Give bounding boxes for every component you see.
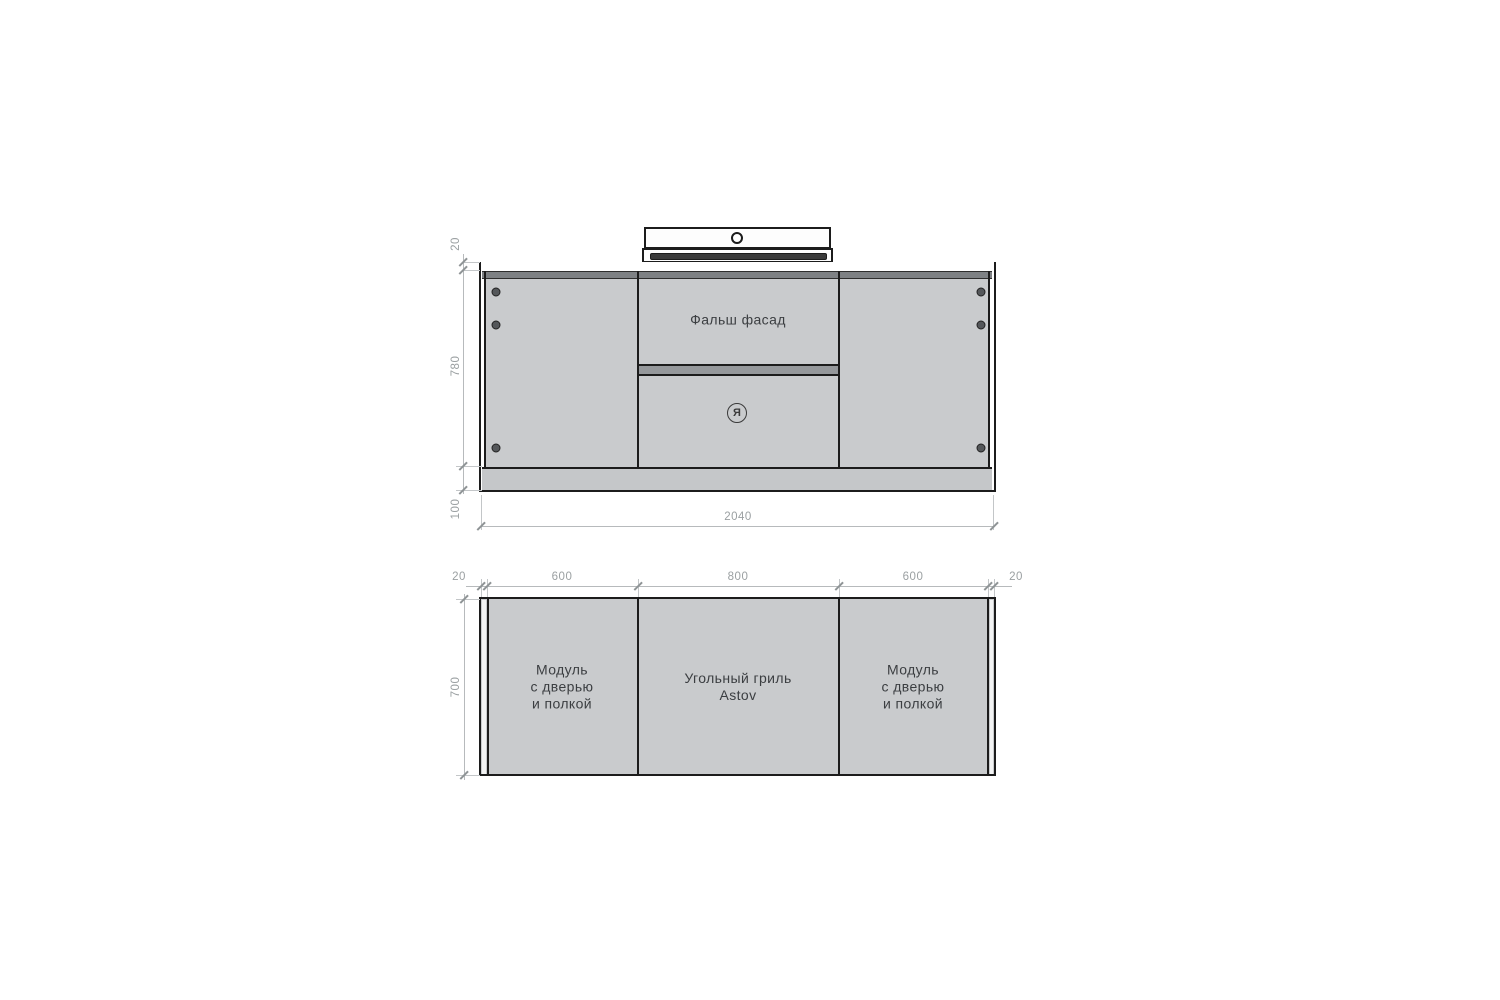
brand-logo (727, 403, 747, 423)
label-line: и полкой (882, 695, 944, 712)
dim-label-side-right: 20 (1009, 571, 1023, 583)
module-divider-left-front (637, 271, 640, 467)
dim-label-countertop: 20 (450, 237, 462, 251)
dim-label-depth: 700 (450, 676, 462, 698)
label-line: Astov (719, 687, 757, 703)
false-facade-label: Фальш фасад (690, 311, 786, 328)
module-divider-right-front (838, 271, 841, 467)
label-line: Угольный гриль (684, 670, 792, 686)
dim-extension (839, 579, 840, 597)
dim-line-front-bottom (481, 526, 994, 527)
label-line: с дверью (881, 678, 945, 695)
dim-label-right-module: 600 (902, 571, 924, 583)
plan-side-gap-right (990, 600, 994, 774)
dim-extension (487, 579, 488, 597)
right-door-panel (839, 279, 988, 467)
dim-extension (481, 579, 482, 597)
dim-line-plan-left (464, 594, 465, 780)
dim-label-total-width: 2040 (724, 511, 752, 523)
hinge-dot (977, 288, 986, 297)
hood-handle-slot (650, 253, 827, 260)
label-line: Модуль (886, 661, 940, 678)
plan-side-panel-line-left (487, 599, 489, 774)
dim-label-plinth-height: 100 (450, 498, 462, 520)
dim-extension (456, 775, 480, 776)
dim-line-plan-top (466, 586, 1012, 587)
hood-thermometer-icon (731, 232, 743, 244)
left-door-panel (485, 279, 637, 467)
dim-extension (456, 599, 480, 600)
plan-grill-label (684, 670, 791, 704)
plan-side-panel-line-right (987, 599, 989, 774)
dim-label-body-height: 780 (450, 355, 462, 377)
plan-module-left-label (531, 662, 594, 713)
hinge-dot (492, 288, 501, 297)
label-line: Модуль (535, 661, 589, 678)
hinge-dot (492, 444, 501, 453)
hinge-dot (977, 321, 986, 330)
plan-side-gap-left (482, 600, 486, 774)
plan-module-right-label (882, 662, 945, 713)
label-line: с дверью (530, 678, 594, 695)
dim-extension (994, 579, 995, 597)
dim-extension (464, 262, 480, 263)
dim-extension (638, 579, 639, 597)
brand-logo-letter: Я (733, 407, 741, 419)
dim-label-side-left: 20 (452, 571, 466, 583)
door-edge-line-right (988, 271, 990, 467)
hinge-dot (977, 444, 986, 453)
drawer-gap-strip (639, 364, 838, 376)
plinth (482, 467, 992, 490)
dim-extension (988, 579, 989, 597)
plan-module-divider-left (637, 599, 639, 774)
dim-label-left-module: 600 (551, 571, 573, 583)
hinge-dot (492, 321, 501, 330)
label-line: и полкой (531, 695, 593, 712)
dim-line-front-left (463, 254, 464, 494)
under-counter-strip (482, 271, 992, 279)
plan-module-divider-right (838, 599, 840, 774)
dim-extension (464, 270, 480, 271)
dim-label-grill: 800 (727, 571, 749, 583)
door-edge-line-left (484, 271, 486, 467)
